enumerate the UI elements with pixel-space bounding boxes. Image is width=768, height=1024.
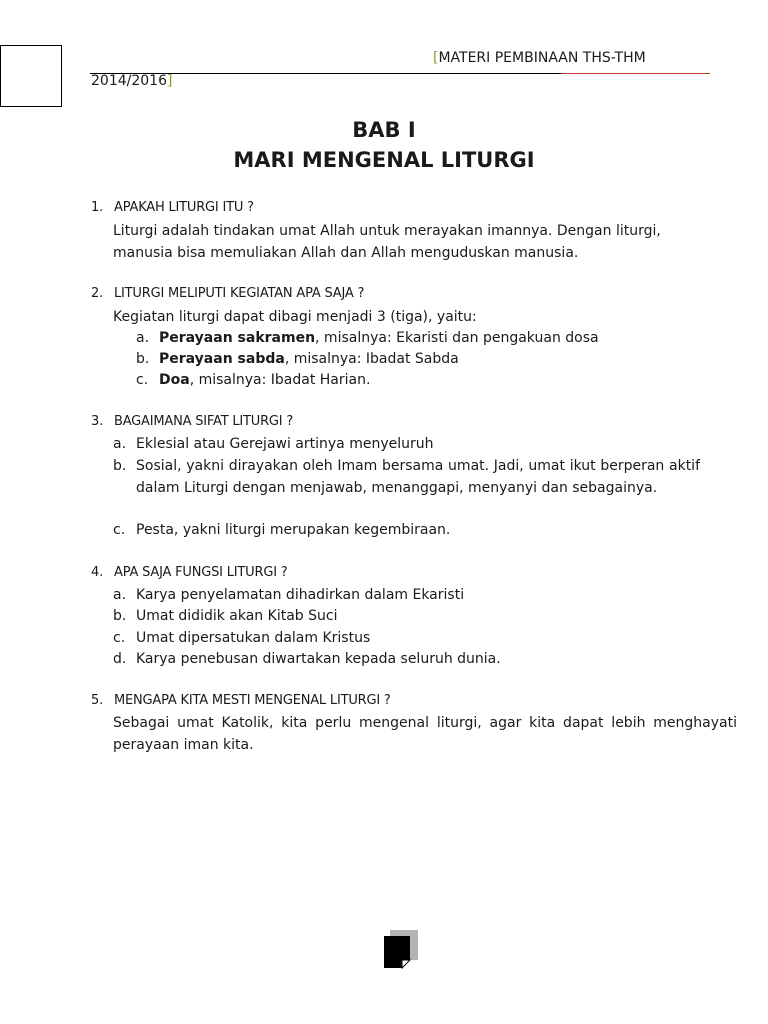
question-number: 1.: [91, 200, 104, 215]
list-item: [113, 520, 450, 541]
list-item-text: Karya penyelamatan dihadirkan dalam Ekaristi: [136, 587, 465, 603]
list-item-text: , misalnya: Ekaristi dan pengakuan dosa: [315, 330, 599, 346]
list-item-text: Pesta, yakni liturgi merupakan kegembiraan.: [136, 522, 451, 538]
list-letter: a.: [136, 330, 150, 346]
question-text: APA SAJA FUNGSI LITURGI ?: [114, 565, 288, 580]
header-title-text: MATERI PEMBINAAN THS-THM: [438, 50, 646, 66]
list-letter: d.: [113, 651, 127, 667]
header-close-bracket: ]: [166, 73, 173, 89]
list-item-text: Karya penebusan diwartakan kepada seluruh dunia.: [136, 651, 501, 667]
list-item: [113, 585, 464, 606]
list-item-text: , misalnya: Ibadat Sabda: [284, 351, 459, 367]
list-item: [113, 649, 501, 670]
question-4: [91, 565, 287, 580]
list-letter: c.: [113, 630, 126, 646]
question-5: [91, 693, 391, 708]
list-letter: c.: [113, 522, 126, 538]
question-3: [91, 414, 293, 429]
question-text: APAKAH LITURGI ITU ?: [114, 200, 254, 215]
header-title-line1: [433, 50, 646, 66]
answer-line: manusia bisa memuliakan Allah dan Allah menguduskan manusia.: [113, 244, 579, 261]
list-item: [113, 456, 700, 499]
list-item-text: Umat dididik akan Kitab Suci: [136, 608, 338, 624]
list-item: [136, 349, 459, 370]
list-item-term: Perayaan sakramen: [159, 330, 316, 346]
question-text: LITURGI MELIPUTI KEGIATAN APA SAJA ?: [114, 286, 365, 301]
chapter-title: BAB I: [352, 118, 416, 142]
answer-2-intro: Kegiatan liturgi dapat dibagi menjadi 3 (tiga), yaitu:: [113, 309, 477, 325]
list-item-term: Perayaan sabda: [159, 351, 285, 367]
list-item: [113, 606, 337, 627]
answer-1: [113, 221, 713, 264]
list-letter: b.: [113, 608, 127, 624]
header-divider: [90, 73, 710, 74]
question-number: 3.: [91, 414, 104, 429]
question-number: 2.: [91, 286, 104, 301]
list-item: [136, 370, 370, 391]
answer-line: Liturgi adalah tindakan umat Allah untuk merayakan imannya. Dengan liturgi,: [113, 223, 661, 239]
question-number: 4.: [91, 565, 104, 580]
list-letter: b.: [113, 458, 127, 474]
header-corner-box: [0, 45, 62, 107]
document-page-icon: [380, 928, 422, 972]
list-item-text: Eklesial atau Gerejawi artinya menyeluruh: [136, 436, 434, 452]
list-item-text: , misalnya: Ibadat Harian.: [189, 372, 371, 388]
list-item-text: Sosial, yakni dirayakan oleh Imam bersama umat. Jadi, umat ikut berperan aktif dalam Liturgi dengan menjawab, menanggapi, menyanyi dan sebagainya.: [136, 458, 700, 496]
question-number: 5.: [91, 693, 104, 708]
list-letter: a.: [113, 587, 127, 603]
question-text: BAGAIMANA SIFAT LITURGI ?: [114, 414, 294, 429]
header-year-text: 2014/2016: [91, 73, 167, 89]
list-item: [113, 434, 434, 455]
list-item-term: Doa: [159, 372, 190, 388]
chapter-subtitle: MARI MENGENAL LITURGI: [233, 148, 535, 172]
list-letter: b.: [136, 351, 150, 367]
header-title-line2: [91, 73, 172, 89]
list-item: [113, 628, 370, 649]
question-text: MENGAPA KITA MESTI MENGENAL LITURGI ?: [114, 693, 391, 708]
list-letter: a.: [113, 436, 127, 452]
question-1: [91, 200, 254, 215]
list-item-text: Umat dipersatukan dalam Kristus: [136, 630, 371, 646]
list-letter: c.: [136, 372, 149, 388]
question-2: [91, 286, 364, 301]
list-item: [136, 328, 599, 349]
answer-5: Sebagai umat Katolik, kita perlu mengenal liturgi, agar kita dapat lebih menghayati perayaan iman kita.: [113, 715, 737, 753]
header-open-bracket: [: [433, 50, 439, 66]
